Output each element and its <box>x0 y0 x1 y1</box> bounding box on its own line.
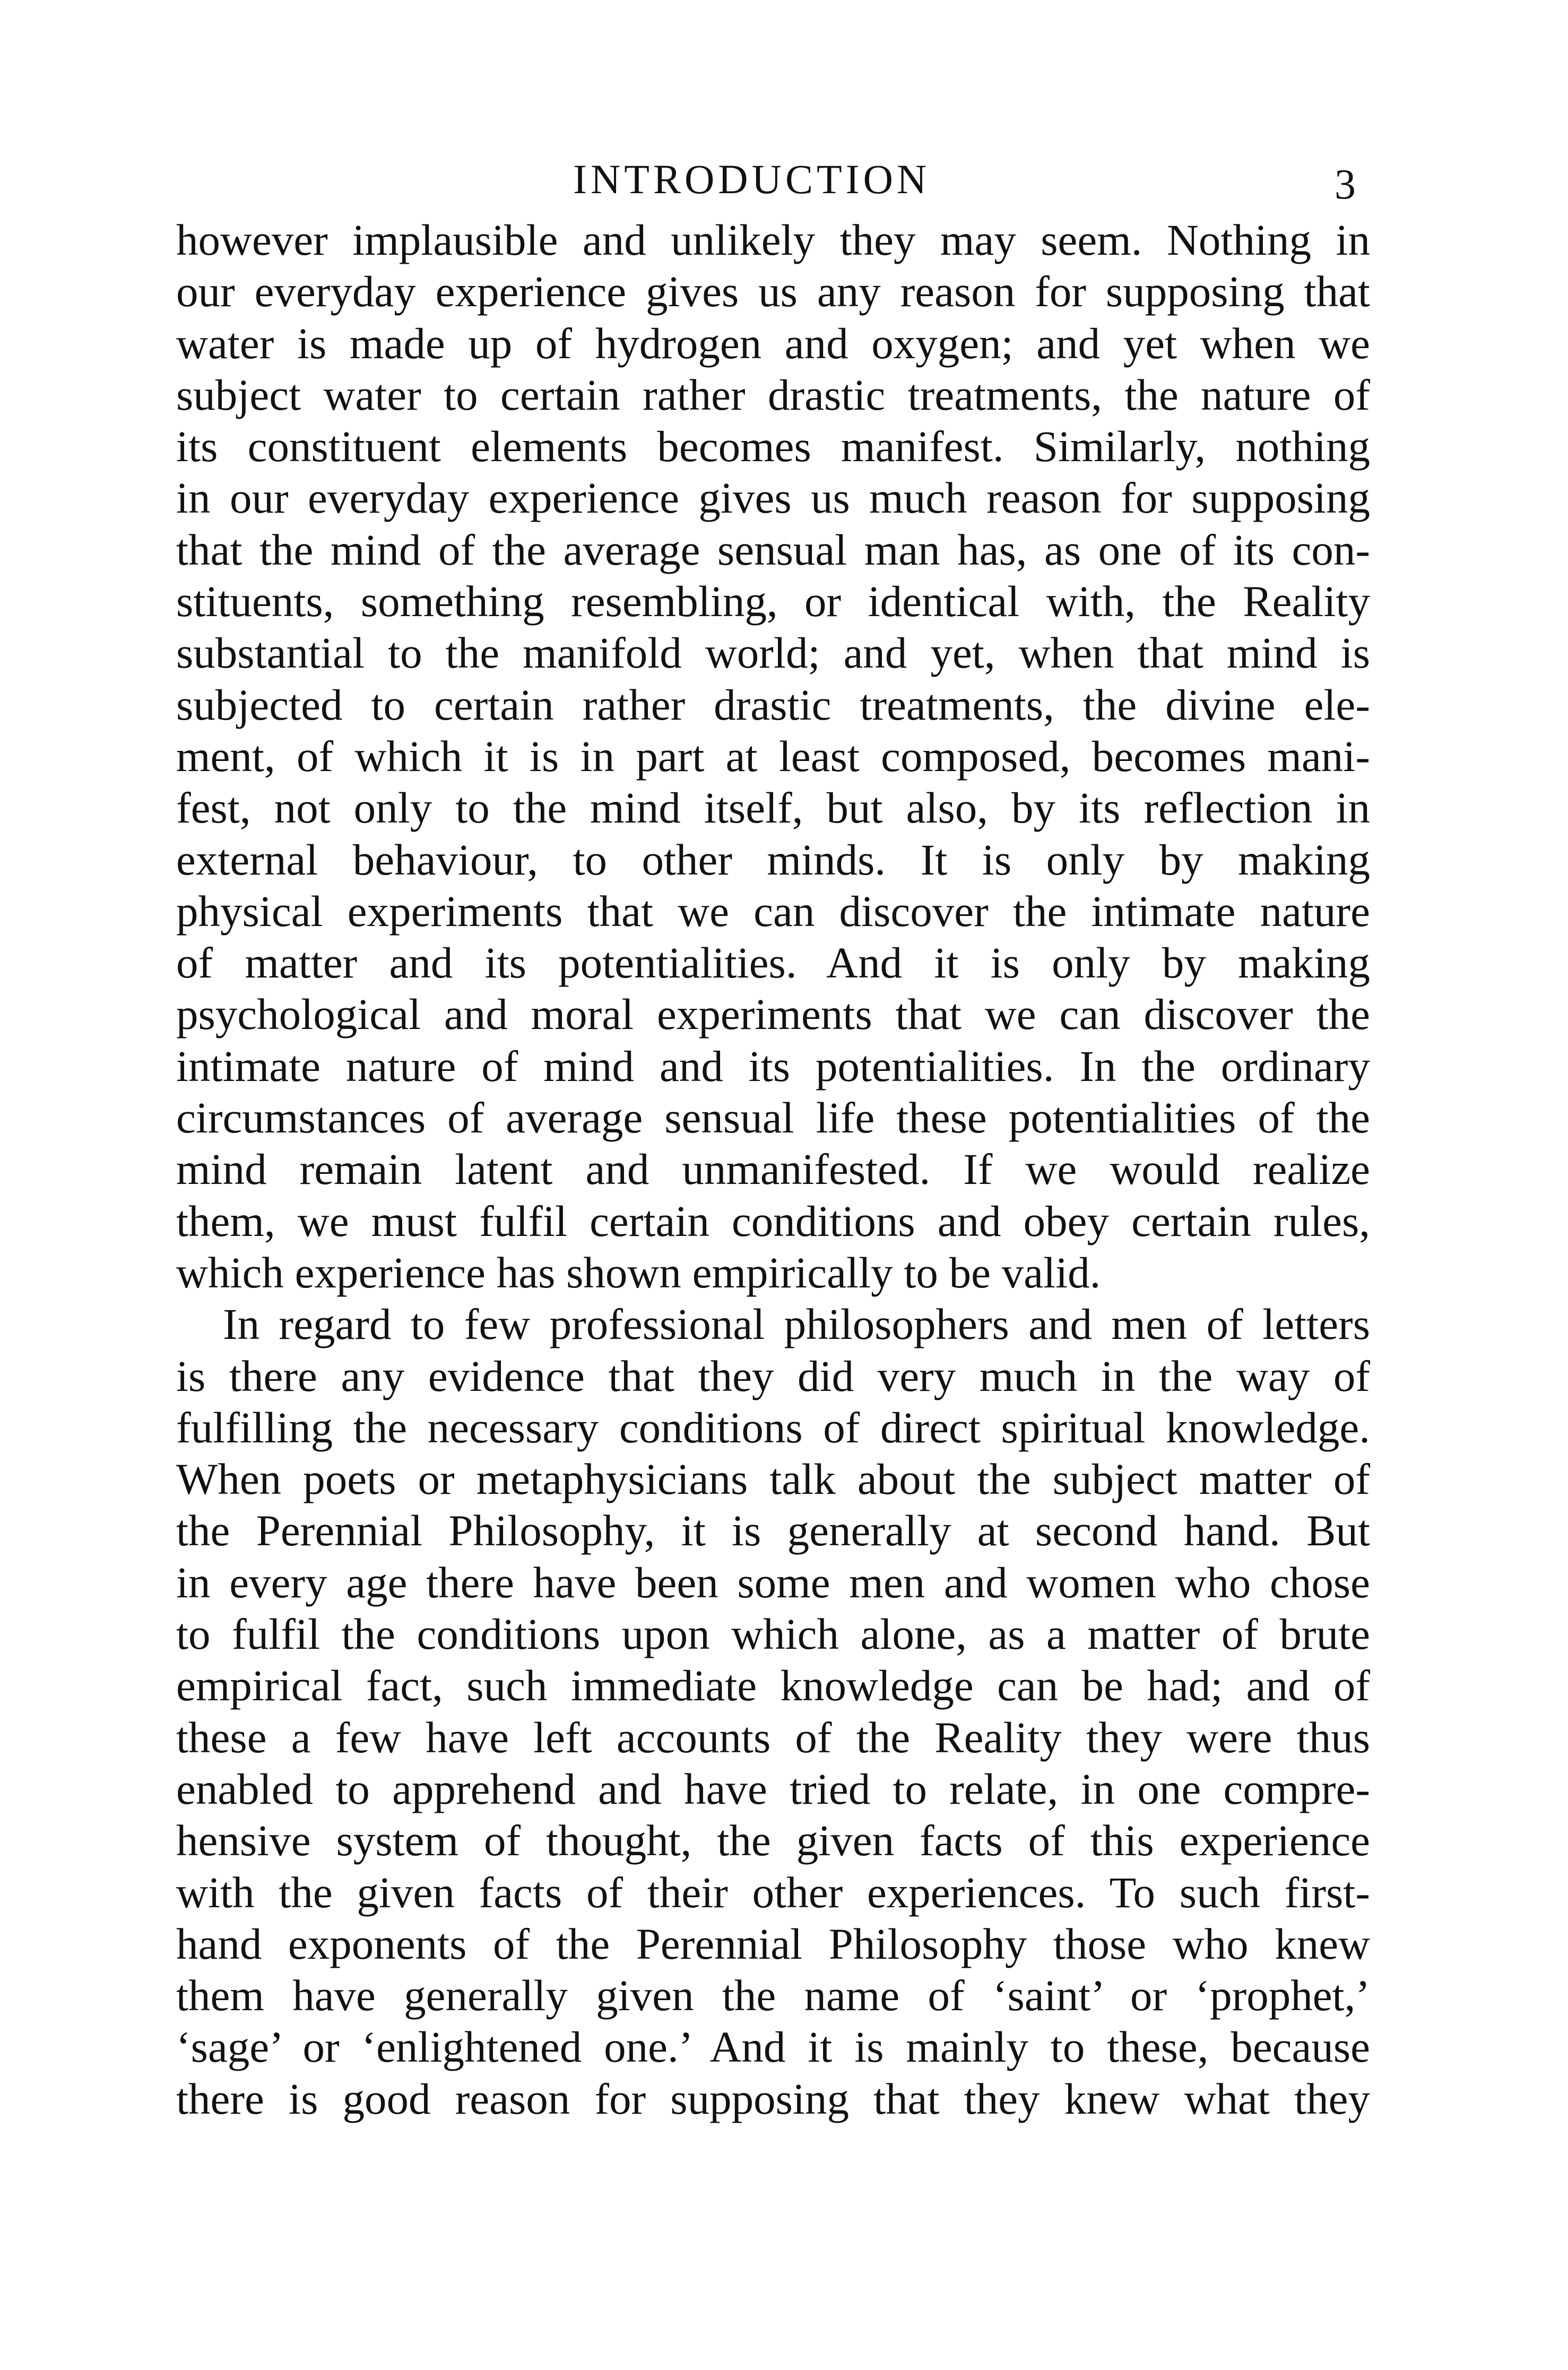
text-line: physical experiments that we can discover the intimate nature <box>176 886 1370 936</box>
text-line: enabled to apprehend and have tried to relate, in one compre- <box>176 1764 1370 1813</box>
text-line: in our everyday experience gives us much reason for supposing <box>176 473 1370 523</box>
text-line: however implausible and unlikely they may seem. Nothing in <box>176 215 1370 264</box>
text-line: with the given facts of their other experiences. To such first- <box>176 1867 1370 1917</box>
text-line: there is good reason for supposing that they knew what they <box>176 2074 1370 2123</box>
text-line: substantial to the manifold world; and yet, when that mind is <box>176 628 1370 678</box>
text-line: psychological and moral experiments that we can discover the <box>176 990 1370 1039</box>
text-line: that the mind of the average sensual man has, as one of its con- <box>176 525 1370 574</box>
text-line: hand exponents of the Perennial Philosophy those who knew <box>176 1919 1370 1968</box>
text-line: ment, of which it is in part at least composed, becomes mani- <box>176 731 1370 781</box>
text-line: them have generally given the name of ‘saint’ or ‘prophet,’ <box>176 1971 1370 2020</box>
running-title: INTRODUCTION <box>573 156 931 202</box>
page-number: 3 <box>1335 161 1356 208</box>
text-line: subjected to certain rather drastic treatments, the divine ele- <box>176 680 1370 729</box>
text-line: fest, not only to the mind itself, but also, by its reflection in <box>176 783 1370 833</box>
text-line: empirical fact, such immediate knowledge can be had; and of <box>176 1661 1370 1710</box>
text-line: our everyday experience gives us any reason for supposing that <box>176 267 1370 316</box>
text-line: them, we must fulfil certain conditions and obey certain rules, <box>176 1196 1370 1245</box>
text-line: its constituent elements becomes manifest. Similarly, nothing <box>176 422 1370 471</box>
text-line: intimate nature of mind and its potentialities. In the ordinary <box>176 1041 1370 1091</box>
text-line: subject water to certain rather drastic treatments, the nature of <box>176 370 1370 419</box>
text-line: is there any evidence that they did very much in the way of <box>176 1351 1370 1400</box>
text-line: circumstances of average sensual life these potentialities of the <box>176 1093 1370 1143</box>
body-text <box>176 214 1370 2125</box>
text-line: these a few have left accounts of the Reality they were thus <box>176 1712 1370 1762</box>
paragraph-end-line: which experience has shown empirically to be valid. <box>176 1248 1101 1297</box>
paragraph-start-line: In regard to few professional philosophers and men of letters <box>223 1300 1370 1349</box>
text-line: stituents, something resembling, or identical with, the Reality <box>176 577 1370 626</box>
text-line: in every age there have been some men and women who chose <box>176 1558 1370 1607</box>
text-line: water is made up of hydrogen and oxygen; and yet when we <box>176 318 1370 368</box>
text-line: hensive system of thought, the given facts of this experience <box>176 1816 1370 1865</box>
text-line: external behaviour, to other minds. It is only by making <box>176 835 1370 884</box>
text-line: mind remain latent and unmanifested. If we would realize <box>176 1145 1370 1194</box>
text-line: When poets or metaphysicians talk about the subject matter of <box>176 1455 1370 1504</box>
text-line: to fulfil the conditions upon which alone, as a matter of brute <box>176 1610 1370 1659</box>
text-line: ‘sage’ or ‘enlightened one.’ And it is mainly to these, because <box>176 2022 1370 2072</box>
text-line: fulfilling the necessary conditions of direct spiritual knowledge. <box>176 1403 1370 1452</box>
text-line: the Perennial Philosophy, it is generally at second hand. But <box>176 1506 1370 1555</box>
running-head <box>0 153 1568 206</box>
text-line: of matter and its potentialities. And it is only by making <box>176 938 1370 988</box>
